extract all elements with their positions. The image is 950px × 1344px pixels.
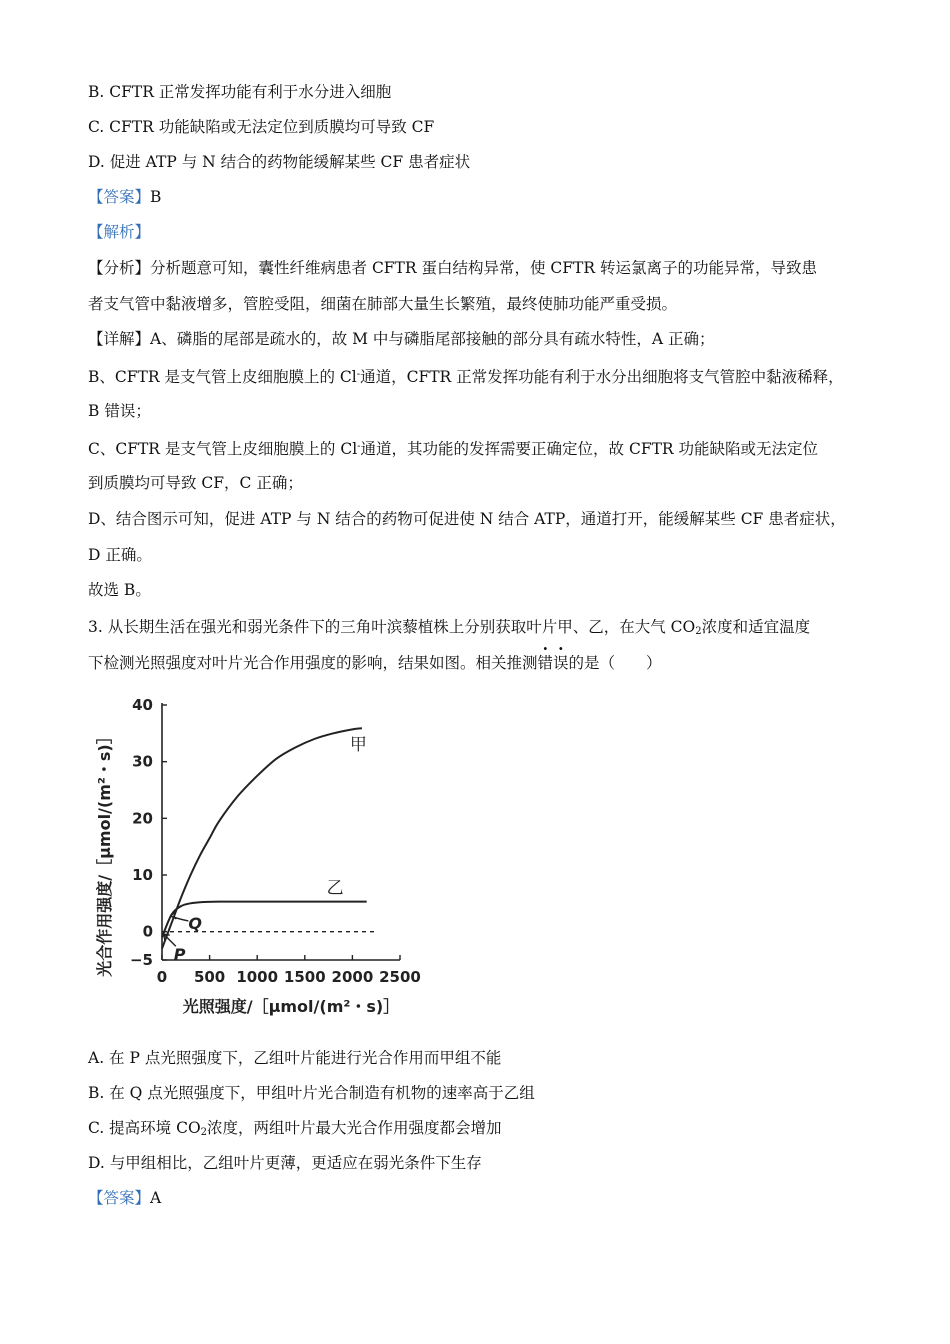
y-tick-label: 20 <box>132 809 153 828</box>
q2-fenxi-line-1 <box>88 258 817 278</box>
answer-value: A <box>150 1189 162 1207</box>
xiangjie-tag: 【详解】 <box>88 330 151 348</box>
q3-stem-text-d: 的是（ ） <box>568 654 662 672</box>
xiangjie-b-text-a: B、CFTR 是支气管上皮细胞膜上的 Cl <box>88 368 357 386</box>
q2-analysis-heading <box>88 222 150 242</box>
q3-stem-text-b: 浓度和适宜温度 <box>701 618 811 636</box>
q3-option-c-text-a: C. 提高环境 CO <box>88 1119 201 1137</box>
answer-value: B <box>150 188 162 206</box>
annotation-p: P <box>173 945 186 965</box>
y-tick-label: 40 <box>132 696 153 714</box>
q2-option-c: C. CFTR 功能缺陷或无法定位到质膜均可导致 CF <box>88 118 435 136</box>
q2-answer <box>88 187 161 207</box>
subscript-2: 2 <box>695 626 702 637</box>
q2-option-d: D. 促进 ATP 与 N 结合的药物能缓解某些 CF 患者症状 <box>88 153 471 171</box>
x-tick-label: 1000 <box>236 968 279 986</box>
x-tick-label: 0 <box>156 968 168 986</box>
annotation-q: Q <box>188 913 202 933</box>
minus-superscript: - <box>357 441 361 452</box>
y-tick-label: 10 <box>132 866 153 884</box>
emphasis-char: 误 <box>553 654 569 672</box>
analysis-tag: 【解析】 <box>88 223 151 241</box>
x-tick-label: 500 <box>193 968 226 986</box>
y-axis-title: 光合作用强度/［μmol/(m²・s)］ <box>95 728 114 977</box>
y-tick-label: 0 <box>142 922 153 941</box>
series-label: 甲 <box>349 735 367 756</box>
fenxi-tag: 【分析】 <box>88 259 151 277</box>
emphasis-char: 错 <box>537 654 554 672</box>
q3-option-c <box>88 1118 502 1143</box>
fenxi-text-1: 分析题意可知，囊性纤维病患者 CFTR 蛋白结构异常，使 CFTR 转运氯离子的功能异常，导致患 <box>150 259 817 277</box>
q3-option-c-text-b: 浓度，两组叶片最大光合作用强度都会增加 <box>207 1119 502 1137</box>
q3-stem-line-1 <box>88 617 810 642</box>
xiangjie-c-text-a: C、CFTR 是支气管上皮细胞膜上的 Cl <box>88 440 358 458</box>
x-tick-label: 2500 <box>379 968 421 986</box>
q2-fenxi-line-2: 者支气管中黏液增多，管腔受阻，细菌在肺部大量生长繁殖，最终使肺功能严重受损。 <box>88 295 678 313</box>
series-label: 乙 <box>326 878 344 899</box>
photosynthesis-chart <box>90 690 430 1030</box>
q3-option-b: B. 在 Q 点光照强度下，甲组叶片光合制造有机物的速率高于乙组 <box>88 1084 535 1102</box>
q3-stem-text-c: 下检测光照强度对叶片光合作用强度的影响，结果如图。相关推测 <box>88 654 538 672</box>
q3-option-a: A. 在 P 点光照强度下，乙组叶片能进行光合作用而甲组不能 <box>88 1049 502 1067</box>
x-tick-label: 2000 <box>331 968 374 986</box>
q2-conclusion: 故选 B。 <box>88 581 151 599</box>
q3-stem-line-2 <box>88 653 662 673</box>
xiangjie-b-text-b: 通道，CFTR 正常发挥功能有利于水分出细胞将支气管腔中黏液稀释， <box>360 368 844 386</box>
q3-answer <box>88 1188 161 1208</box>
q3-option-d: D. 与甲组相比，乙组叶片更薄，更适应在弱光条件下生存 <box>88 1154 482 1172</box>
chart-ticks <box>130 696 421 986</box>
q2-xiangjie-c-line-1 <box>88 437 818 459</box>
q2-xiangjie-a <box>88 329 715 349</box>
xiangjie-c-text-b: 通道，其功能的发挥需要正确定位，故 CFTR 功能缺陷或无法定位 <box>360 440 819 458</box>
x-axis-title: 光照强度/［μmol/(m²・s)］ <box>182 997 400 1016</box>
y-tick-label: 30 <box>132 752 153 771</box>
minus-superscript: - <box>356 369 361 380</box>
q3-stem-text-a: 3. 从长期生活在强光和弱光条件下的三角叶滨藜植株上分别获取叶片甲、乙，在大气 CO <box>88 618 696 636</box>
xiangjie-a-text: A、磷脂的尾部是疏水的，故 M 中与磷脂尾部接触的部分具有疏水特性，A 正确； <box>150 330 715 348</box>
q2-xiangjie-c-line-2: 到质膜均可导致 CF，C 正确； <box>88 474 303 492</box>
answer-tag: 【答案】 <box>88 188 151 206</box>
q2-xiangjie-d-line-1: D、结合图示可知，促进 ATP 与 N 结合的药物可促进使 N 结合 ATP，通道打开，能缓解某些 CF 患者症状， <box>88 510 846 528</box>
q2-xiangjie-d-line-2: D 正确。 <box>88 546 152 564</box>
q2-xiangjie-b-line-1 <box>88 365 844 387</box>
subscript-2: 2 <box>200 1127 208 1138</box>
y-tick-label: −5 <box>129 951 153 969</box>
q2-xiangjie-b-line-2: B 错误； <box>88 402 151 420</box>
x-tick-label: 1500 <box>283 968 326 986</box>
answer-tag: 【答案】 <box>88 1189 151 1207</box>
q2-option-b: B. CFTR 正常发挥功能有利于水分进入细胞 <box>88 83 392 101</box>
